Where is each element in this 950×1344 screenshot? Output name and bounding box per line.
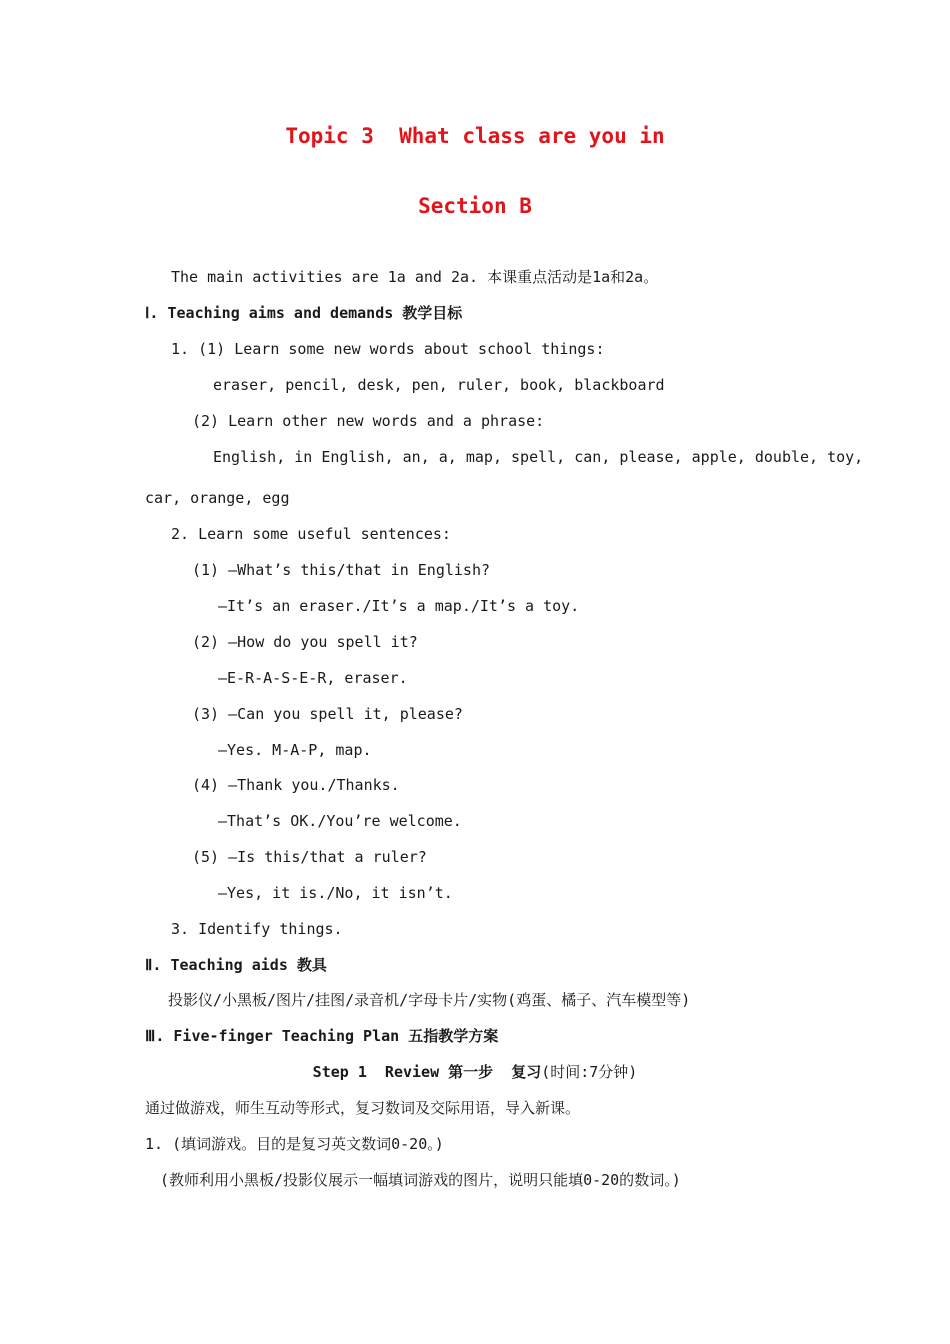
aim-1-2: (2) Learn other new words and a phrase:: [192, 412, 545, 430]
aim-1-1: 1. (1) Learn some new words about school things:: [171, 340, 605, 358]
sentence-3-q: (3) —Can you spell it, please?: [192, 705, 463, 723]
sentence-4-a: —That’s OK./You’re welcome.: [218, 812, 462, 830]
aim-1-1-words: eraser, pencil, desk, pen, ruler, book, blackboard: [213, 376, 665, 394]
step-1-time: (时间:7分钟): [541, 1063, 638, 1081]
aim-1-2-words: English, in English, an, a, map, spell, can, please, apple, double, toy,: [213, 448, 864, 466]
sentence-1-a: —It’s an eraser./It’s a map./It’s a toy.: [218, 597, 580, 615]
sentence-4-q: (4) —Thank you./Thanks.: [192, 776, 400, 794]
section-subtitle: Section B: [418, 194, 532, 218]
section3-heading: Ⅲ. Five-finger Teaching Plan 五指教学方案: [145, 1027, 499, 1045]
intro-text: The main activities are 1a and 2a. 本课重点活动是1a和2a。: [171, 268, 659, 286]
step-1-label: Step 1 Review 第一步 复习: [312, 1063, 542, 1081]
step-1-description: 通过做游戏，师生互动等形式，复习数词及交际用语，导入新课。: [145, 1099, 581, 1117]
sentence-1-q: (1) —What’s this/that in English?: [192, 561, 491, 579]
section1-heading: Ⅰ. Teaching aims and demands 教学目标: [145, 304, 463, 322]
aim-3: 3. Identify things.: [171, 920, 343, 938]
sentence-2-a: —E-R-A-S-E-R, eraser.: [218, 669, 408, 687]
sentence-3-a: —Yes. M-A-P, map.: [218, 741, 372, 759]
aim-1-2-words-cont: car, orange, egg: [145, 489, 290, 507]
sentence-2-q: (2) —How do you spell it?: [192, 633, 418, 651]
step-1-item-1: 1. (填词游戏。目的是复习英文数词0-20。): [145, 1135, 444, 1153]
aim-2: 2. Learn some useful sentences:: [171, 525, 451, 543]
step-1-item-1-note: (教师利用小黑板/投影仪展示一幅填词游戏的图片，说明只能填0-20的数词。): [160, 1171, 681, 1189]
sentence-5-a: —Yes, it is./No, it isn’t.: [218, 884, 453, 902]
sentence-5-q: (5) —Is this/that a ruler?: [192, 848, 427, 866]
section2-heading: Ⅱ. Teaching aids 教具: [145, 956, 327, 974]
teaching-aids-list: 投影仪/小黑板/图片/挂图/录音机/字母卡片/实物(鸡蛋、橘子、汽车模型等): [168, 991, 691, 1009]
page-title: Topic 3 What class are you in: [285, 124, 665, 148]
step-1-title: [0, 1062, 950, 1082]
